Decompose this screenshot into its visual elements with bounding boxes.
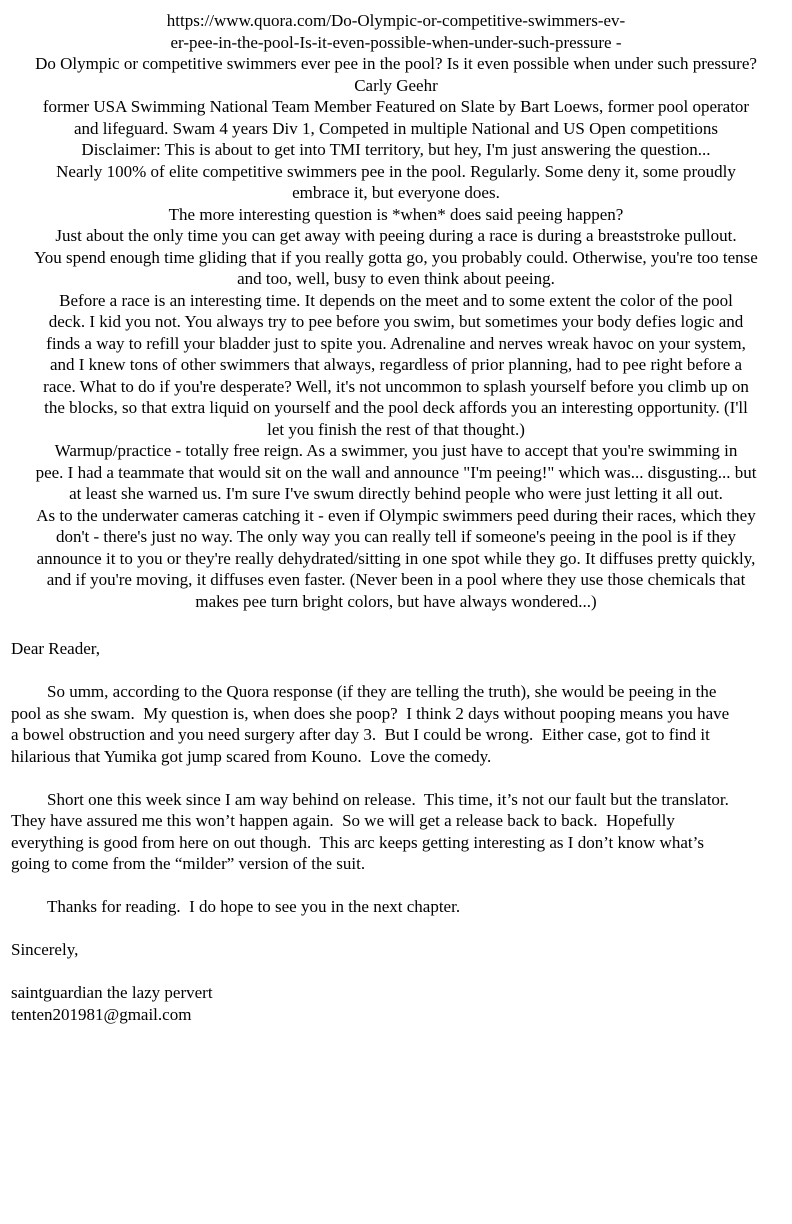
text-line: announce it to you or they're really dehydrated/sitting in one spot while they go. It diffuses pretty quickly, (36, 548, 756, 568)
text-line: Do Olympic or competitive swimmers ever pee in the pool? Is it even possible when under such pressure? (35, 54, 757, 73)
text-line: finds a way to refill your bladder just to spite you. Adrenaline and nerves wreak havoc on your system, (46, 333, 746, 353)
text-line: Nearly 100% of elite competitive swimmers pee in the pool. Regularly. Some deny it, some proudly (56, 161, 736, 181)
text-line: don't - there's just no way. The only way you can really tell if someone's peeing in the pool is if they (55, 527, 737, 546)
paragraph (11, 896, 781, 918)
text-line: and I knew tons of other swimmers that always, regardless of prior planning, had to pee right before a (49, 355, 743, 374)
text-line: at least she warned us. I'm sure I've swum directly behind people who were just letting it all out. (69, 484, 723, 503)
salutation: Dear Reader, (11, 639, 100, 658)
text-line: former USA Swimming National Team Member Featured on Slate by Bart Loews, former pool operator (42, 97, 750, 116)
text-line: Disclaimer: This is about to get into TMI territory, but hey, I'm just answering the question... (81, 140, 711, 159)
text-line: The more interesting question is *when* does said peeing happen? (168, 204, 624, 224)
text-line: Warmup/practice - totally free reign. As a swimmer, you just have to accept that you're swimming in (54, 441, 738, 460)
text-line: pool as she swam. My question is, when does she poop? I think 2 days without pooping means you have (11, 703, 730, 723)
text-line: a bowel obstruction and you need surgery after day 3. But I could be wrong. Either case, got to find it (11, 725, 710, 744)
text-line: and lifeguard. Swam 4 years Div 1, Competed in multiple National and US Open competitions (74, 118, 718, 138)
text-line: deck. I kid you not. You always try to pee before you swim, but sometimes your body defies logic and (48, 312, 744, 331)
text-line: race. What to do if you're desperate? Well, it's not uncommon to splash yourself before you climb up on (43, 376, 749, 396)
text-line: Just about the only time you can get away with peeing during a race is during a breaststroke pullout. (55, 226, 737, 245)
translator-note (0, 638, 792, 1025)
text-line: Carly Geehr (354, 75, 438, 95)
text-line: let you finish the rest of that thought.) (267, 419, 525, 439)
text-line: going to come from the “milder” version of the suit. (11, 854, 366, 873)
paragraph (11, 681, 781, 767)
text-line: So umm, according to the Quora response (if they are telling the truth), she would be peeing in the (47, 682, 717, 701)
text-line: Before a race is an interesting time. It depends on the meet and to some extent the color of the pool (59, 290, 733, 310)
text-line: and if you're moving, it diffuses even faster. (Never been in a pool where they use those chemicals that (46, 570, 746, 589)
signature-email: tenten201981@gmail.com (11, 1004, 192, 1024)
text-line: pee. I had a teammate that would sit on the wall and announce "I'm peeing!" which was... disgusting... but (35, 462, 757, 482)
signature-name: saintguardian the lazy pervert (11, 983, 213, 1002)
text-line: embrace it, but everyone does. (292, 183, 500, 202)
text-line: They have assured me this won’t happen again. So we will get a release back to back. Hopefully (11, 811, 675, 830)
text-line: As to the underwater cameras catching it - even if Olympic swimmers peed during their races, which they (36, 505, 756, 525)
text-line: Short one this week since I am way behind on release. This time, it’s not our fault but the translator. (47, 789, 729, 809)
letter-paragraphs (11, 681, 781, 918)
text-line: https://www.quora.com/Do-Olympic-or-competitive-swimmers-ev- (166, 11, 626, 30)
text-line: makes pee turn bright colors, but have always wondered...) (195, 591, 597, 611)
text-line: everything is good from here on out though. This arc keeps getting interesting as I don’t know what’s (11, 832, 704, 852)
text-line: Thanks for reading. I do hope to see you in the next chapter. (47, 897, 461, 916)
closing: Sincerely, (11, 940, 79, 959)
text-line: the blocks, so that extra liquid on yourself and the pool deck affords you an interesting opportunity. (I'll (44, 398, 748, 417)
text-line: hilarious that Yumika got jump scared from Kouno. Love the comedy. (11, 746, 492, 766)
paragraph (11, 789, 781, 875)
text-line: er-pee-in-the-pool-Is-it-even-possible-when-under-such-pressure - (170, 32, 622, 52)
text-line: You spend enough time gliding that if you really gotta go, you probably could. Otherwise, you're too tense (34, 247, 758, 267)
text-line: and too, well, busy to even think about peeing. (237, 269, 555, 288)
